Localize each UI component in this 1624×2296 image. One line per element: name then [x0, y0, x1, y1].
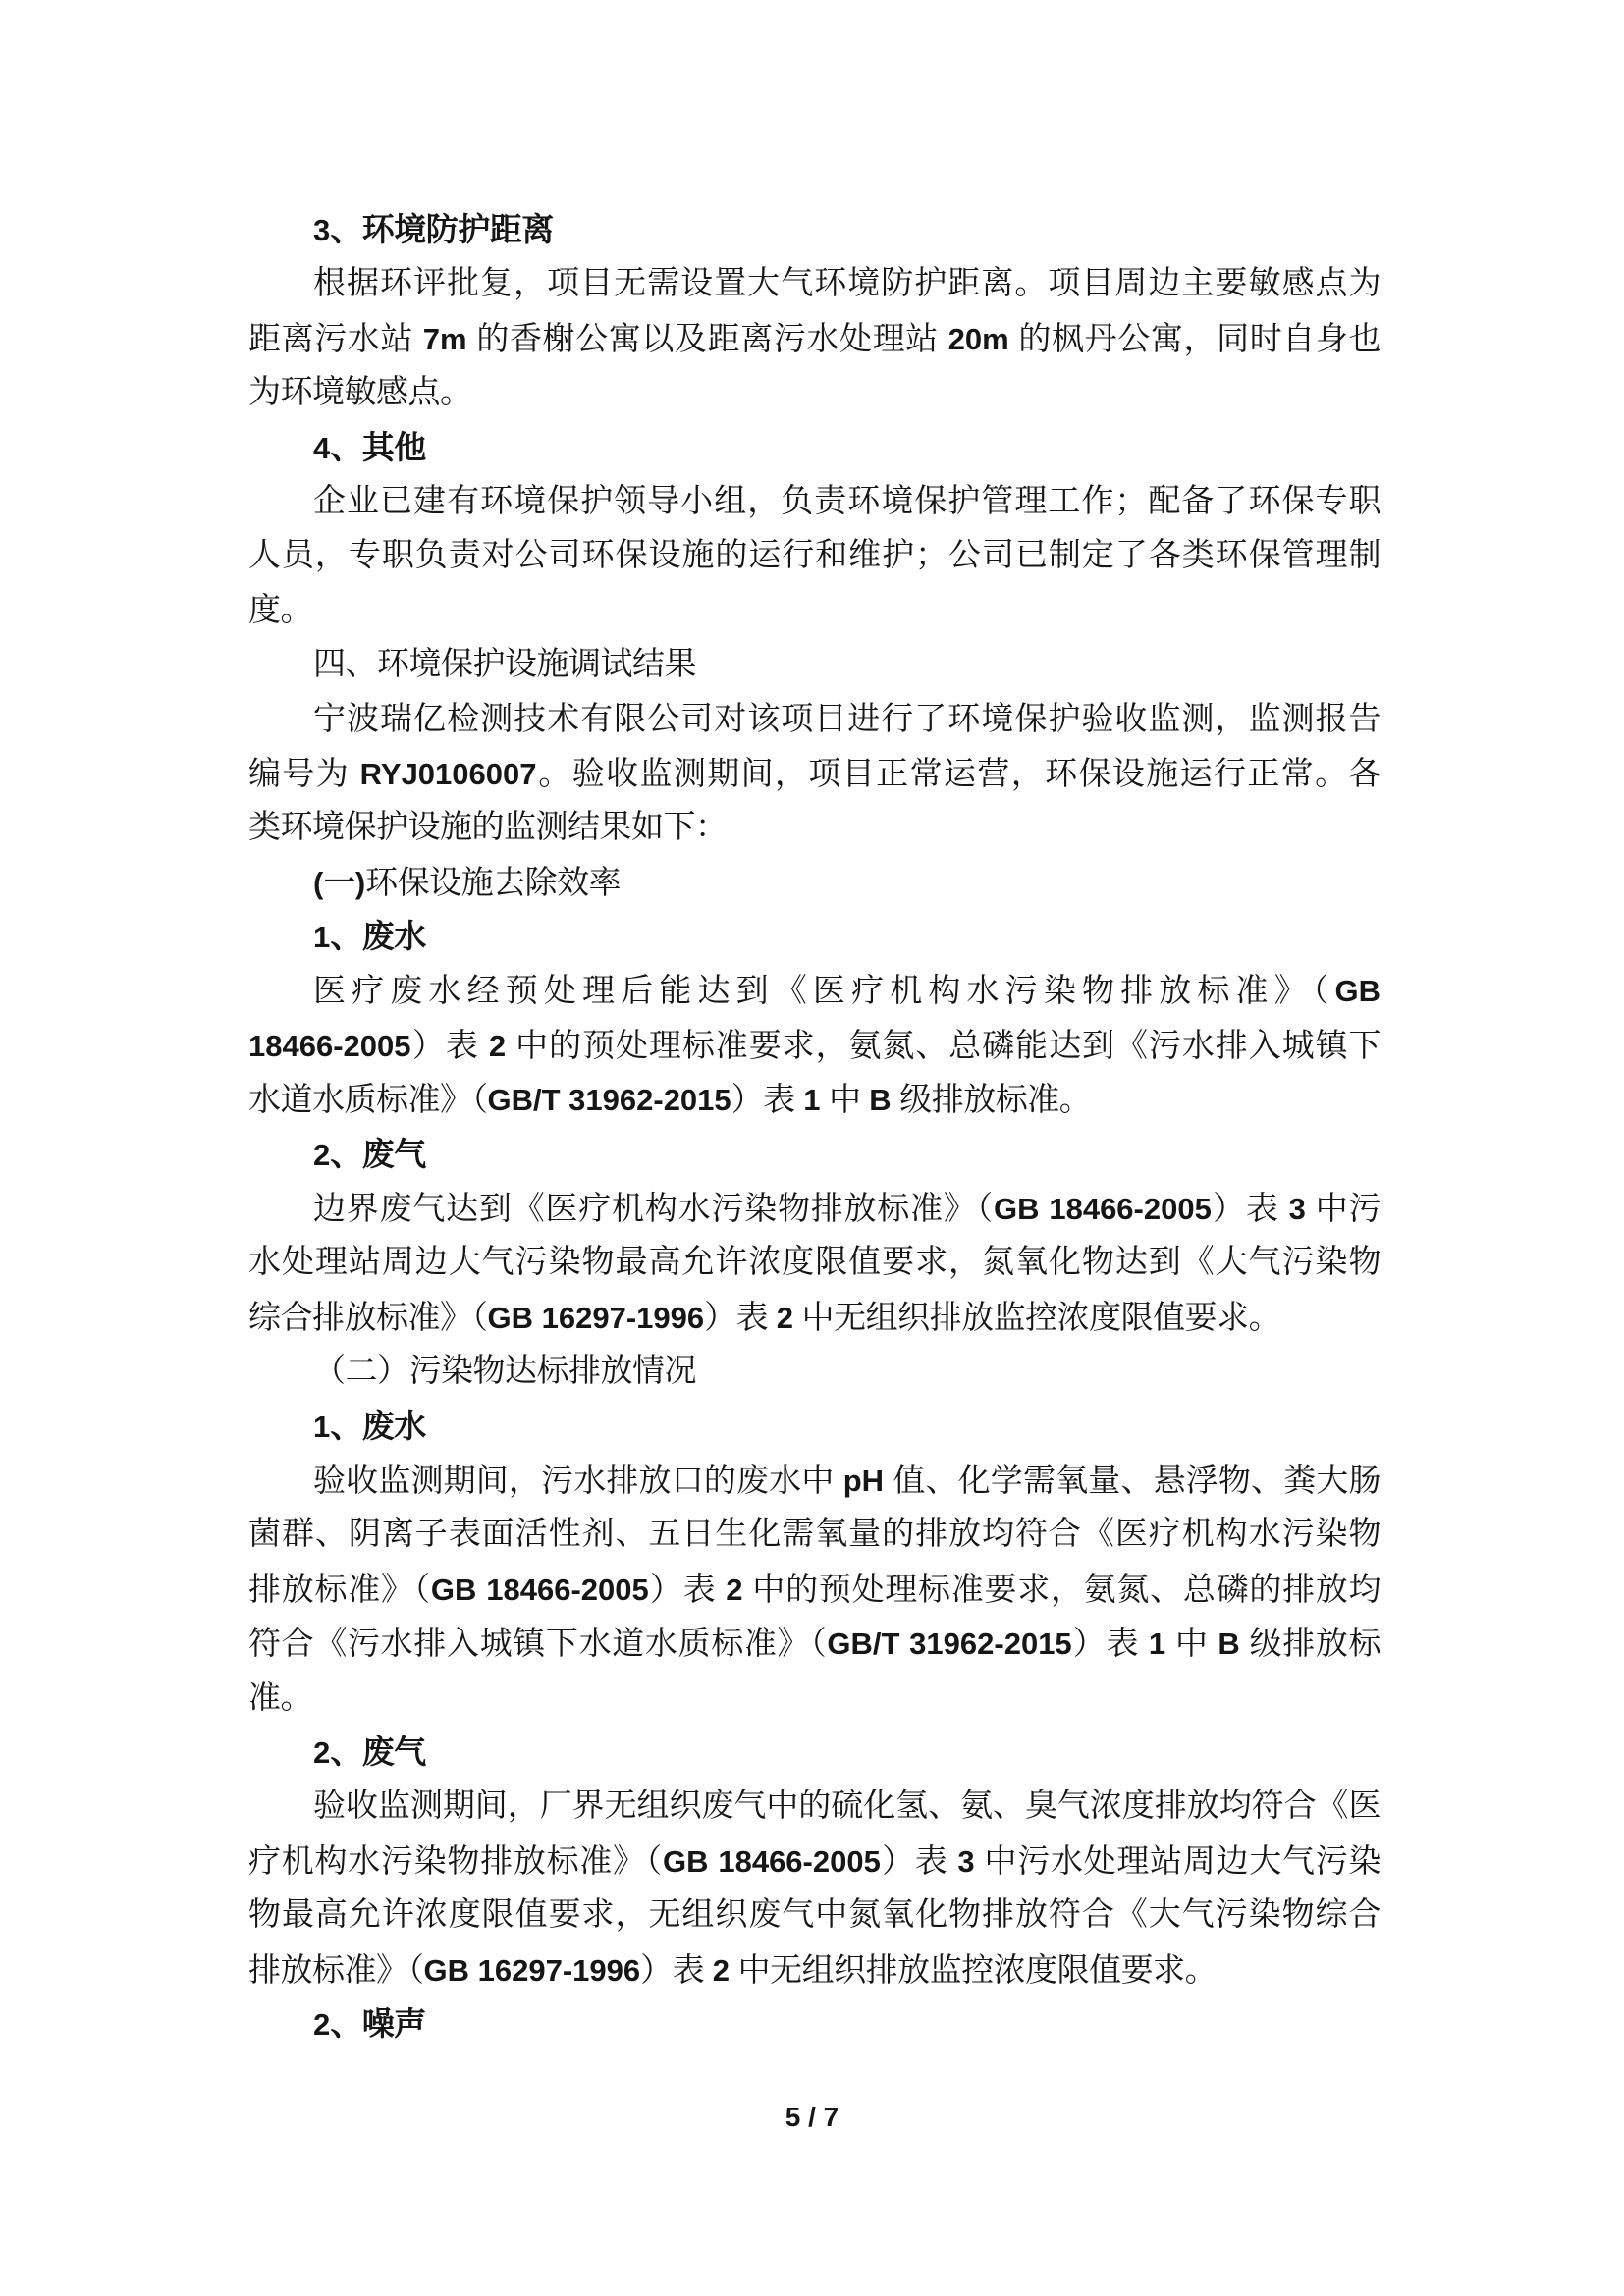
text-line: 四、环境保护设施调试结果 — [313, 647, 696, 683]
text-line: 符合《污水排入城镇下水道水质标准》（GB/T 31962-2015）表 1 中 B 级排放标 — [248, 1627, 1380, 1663]
text-line: 边界废气达到《医疗机构水污染物排放标准》（GB 18466-2005）表 3 中污 — [313, 1192, 1380, 1228]
document-body — [248, 203, 1380, 2052]
text-line: (一)环保设施去除效率 — [313, 865, 622, 901]
text-line: 水道水质标准》（GB/T 31962-2015）表 1 中 B 级排放标准。 — [248, 1083, 1092, 1119]
text-line: 人员，专职负责对公司环保设施的运行和维护；公司已制定了各类环保管理制 — [248, 538, 1380, 574]
heading-line: 3、环境防护距离 — [313, 213, 554, 248]
text-line: 菌群、阴离子表面活性剂、五日生化需氧量的排放均符合《医疗机构水污染物 — [248, 1517, 1380, 1553]
heading-line: 2、废气 — [313, 1137, 426, 1173]
text-line: 类环境保护设施的监测结果如下： — [248, 810, 728, 846]
page-number: 5 / 7 — [785, 2102, 839, 2132]
text-line: 度。 — [248, 592, 312, 628]
text-line: 验收监测期间，污水排放口的废水中 pH 值、化学需氧量、悬浮物、粪大肠 — [313, 1463, 1380, 1499]
text-line: 距离污水站 7m 的香榭公寓以及距离污水处理站 20m 的枫丹公寓，同时自身也 — [248, 321, 1380, 357]
text-line: 验收监测期间，厂界无组织废气中的硫化氢、氨、臭气浓度排放均符合《医 — [313, 1789, 1380, 1825]
text-line: 疗机构水污染物排放标准》（GB 18466-2005）表 3 中污水处理站周边大气污染 — [248, 1843, 1380, 1880]
heading-line: 2、噪声 — [313, 2006, 426, 2043]
text-line: 水处理站周边大气污染物最高允许浓度限值要求，氮氧化物达到《大气污染物 — [248, 1245, 1380, 1281]
text-line: 企业已建有环境保护领导小组，负责环境保护管理工作；配备了环保专职 — [313, 483, 1380, 519]
text-line: 宁波瑞亿检测技术有限公司对该项目进行了环境保护验收监测，监测报告 — [313, 701, 1380, 737]
text-line: 为环境敏感点。 — [248, 375, 472, 411]
text-line: 准。 — [248, 1680, 312, 1716]
heading-line: 4、其他 — [313, 430, 426, 466]
heading-line: 1、废水 — [313, 920, 426, 956]
text-line: 18466-2005）表 2 中的预处理标准要求，氨氮、总磷能达到《污水排入城镇下 — [248, 1028, 1380, 1064]
heading-line: 2、废气 — [313, 1735, 426, 1771]
text-line: 编号为 RYJ0106007。验收监测期间，项目正常运营，环保设施运行正常。各 — [248, 756, 1380, 792]
text-line: （二）污染物达标排放情况 — [313, 1354, 696, 1390]
text-line: 物最高允许浓度限值要求，无组织废气中氮氧化物排放符合《大气污染物综合 — [248, 1897, 1380, 1934]
heading-line: 1、废水 — [313, 1409, 426, 1445]
page-footer — [0, 2090, 1624, 2144]
text-line: 综合排放标准》（GB 16297-1996）表 2 中无组织排放监控浓度限值要求。 — [248, 1300, 1281, 1336]
text-line: 排放标准》（GB 16297-1996）表 2 中无组织排放监控浓度限值要求。 — [248, 1952, 1218, 1989]
text-line: 排放标准》（GB 18466-2005）表 2 中的预处理标准要求，氨氮、总磷的排放均 — [248, 1572, 1380, 1608]
text-line: 医疗废水经预处理后能达到《医疗机构水污染物排放标准》（GB — [313, 974, 1380, 1010]
text-line: 根据环评批复，项目无需设置大气环境防护距离。项目周边主要敏感点为 — [313, 266, 1380, 302]
